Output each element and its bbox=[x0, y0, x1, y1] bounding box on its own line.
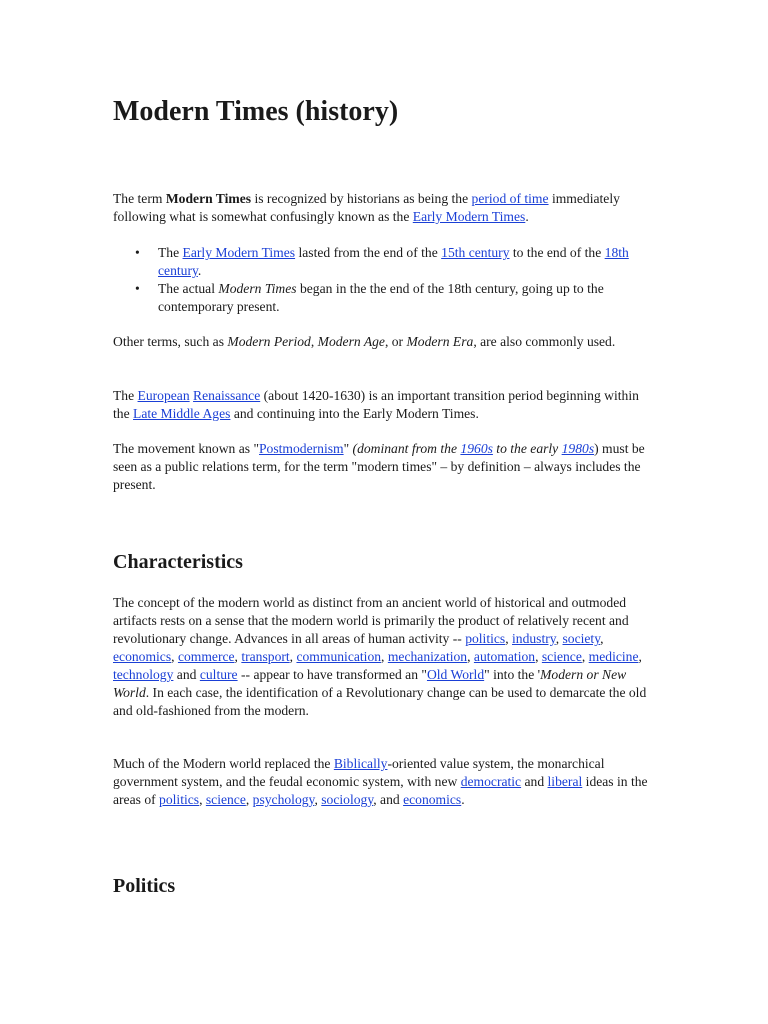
list-item: • The actual Modern Times began in the the end of the 18th century, going up to the contemporary present. bbox=[135, 281, 604, 314]
link-period-of-time[interactable]: period of time bbox=[471, 191, 549, 206]
link-early-modern-times[interactable]: Early Modern Times bbox=[412, 209, 526, 224]
characteristics-link-list: politics, industry, society, economics, commerce, transport, communication, mechanization, automation, science, medicine, technology bbox=[113, 631, 642, 682]
link-1960s[interactable]: 1960s bbox=[460, 441, 493, 456]
bullet-icon: • bbox=[135, 245, 140, 260]
link-commerce[interactable]: commerce bbox=[177, 649, 235, 664]
link-psychology[interactable]: psychology bbox=[252, 792, 315, 807]
link-renaissance[interactable]: Renaissance bbox=[193, 388, 261, 403]
page-title: Modern Times (history) bbox=[113, 96, 399, 127]
heading-characteristics: Characteristics bbox=[113, 551, 243, 573]
link-postmodernism[interactable]: Postmodernism bbox=[259, 441, 344, 456]
link-technology[interactable]: technology bbox=[113, 667, 174, 682]
link-economics[interactable]: economics bbox=[403, 792, 462, 807]
characteristics-paragraph-1: The concept of the modern world as distinct from an ancient world of historical and outmoded artifacts rests on a sense that the modern world is primarily the product of relatively recent and revolutionary change. Advances in all areas of human activity -- politics, industry, society, economics, commerce, transport, communication, mechanization, automation, science, medicine, technology and culture -- appear to have transformed an "Old World" into the 'Modern or New World. In each case, the identification of a Revolutionary change can be used to demarcate the old and old-fashioned from the modern. bbox=[113, 595, 647, 718]
link-culture[interactable]: culture bbox=[199, 667, 238, 682]
link-old-world[interactable]: Old World bbox=[426, 667, 485, 682]
link-automation[interactable]: automation bbox=[473, 649, 536, 664]
characteristics-paragraph-2: Much of the Modern world replaced the Biblically-oriented value system, the monarchical government system, and the feudal economic system, with new democratic and liberal ideas in the areas of politics, science, psychology, sociology, and economics. bbox=[113, 756, 648, 807]
list-item: • The Early Modern Times lasted from the end of the 15th century to the end of the 18th century. bbox=[135, 245, 629, 278]
link-politics[interactable]: politics bbox=[159, 792, 200, 807]
link-economics[interactable]: economics bbox=[113, 649, 172, 664]
link-politics[interactable]: politics bbox=[465, 631, 506, 646]
intro-paragraph: The term Modern Times is recognized by historians as being the period of time immediately following what is somewhat confusingly known as the Early Modern Times. bbox=[113, 191, 620, 224]
link-science[interactable]: science bbox=[541, 649, 582, 664]
link-communication[interactable]: communication bbox=[296, 649, 382, 664]
areas-link-list: politics, science, psychology, sociology bbox=[159, 792, 374, 807]
link-science[interactable]: science bbox=[205, 792, 246, 807]
link-mechanization[interactable]: mechanization bbox=[387, 649, 468, 664]
link-industry[interactable]: industry bbox=[512, 631, 556, 646]
link-liberal[interactable]: liberal bbox=[547, 774, 583, 789]
link-society[interactable]: society bbox=[562, 631, 601, 646]
link-medicine[interactable]: medicine bbox=[588, 649, 639, 664]
link-15th-century[interactable]: 15th century bbox=[441, 245, 510, 260]
postmodernism-paragraph: The movement known as "Postmodernism" (dominant from the 1960s to the early 1980s) must be seen as a public relations term, for the term "modern times" – by definition – always includes the present. bbox=[113, 441, 645, 492]
link-transport[interactable]: transport bbox=[241, 649, 290, 664]
link-18th-century[interactable]: 18th century bbox=[158, 245, 629, 278]
bullet-list bbox=[113, 244, 658, 316]
link-1980s[interactable]: 1980s bbox=[561, 441, 595, 456]
other-terms-paragraph: Other terms, such as Modern Period, Modern Age, or Modern Era, are also commonly used. bbox=[113, 334, 616, 349]
heading-politics: Politics bbox=[113, 875, 176, 897]
link-sociology[interactable]: sociology bbox=[321, 792, 374, 807]
link-biblically[interactable]: Biblically bbox=[333, 756, 388, 771]
link-european[interactable]: European bbox=[137, 388, 190, 403]
bullet-icon: • bbox=[135, 281, 140, 296]
link-democratic[interactable]: democratic bbox=[460, 774, 522, 789]
link-early-modern-times[interactable]: Early Modern Times bbox=[182, 245, 296, 260]
renaissance-paragraph: The European Renaissance (about 1420-1630) is an important transition period beginning within the Late Middle Ages and continuing into the Early Modern Times. bbox=[113, 388, 639, 421]
link-late-middle-ages[interactable]: Late Middle Ages bbox=[133, 406, 231, 421]
term-modern-times: Modern Times bbox=[165, 191, 252, 206]
